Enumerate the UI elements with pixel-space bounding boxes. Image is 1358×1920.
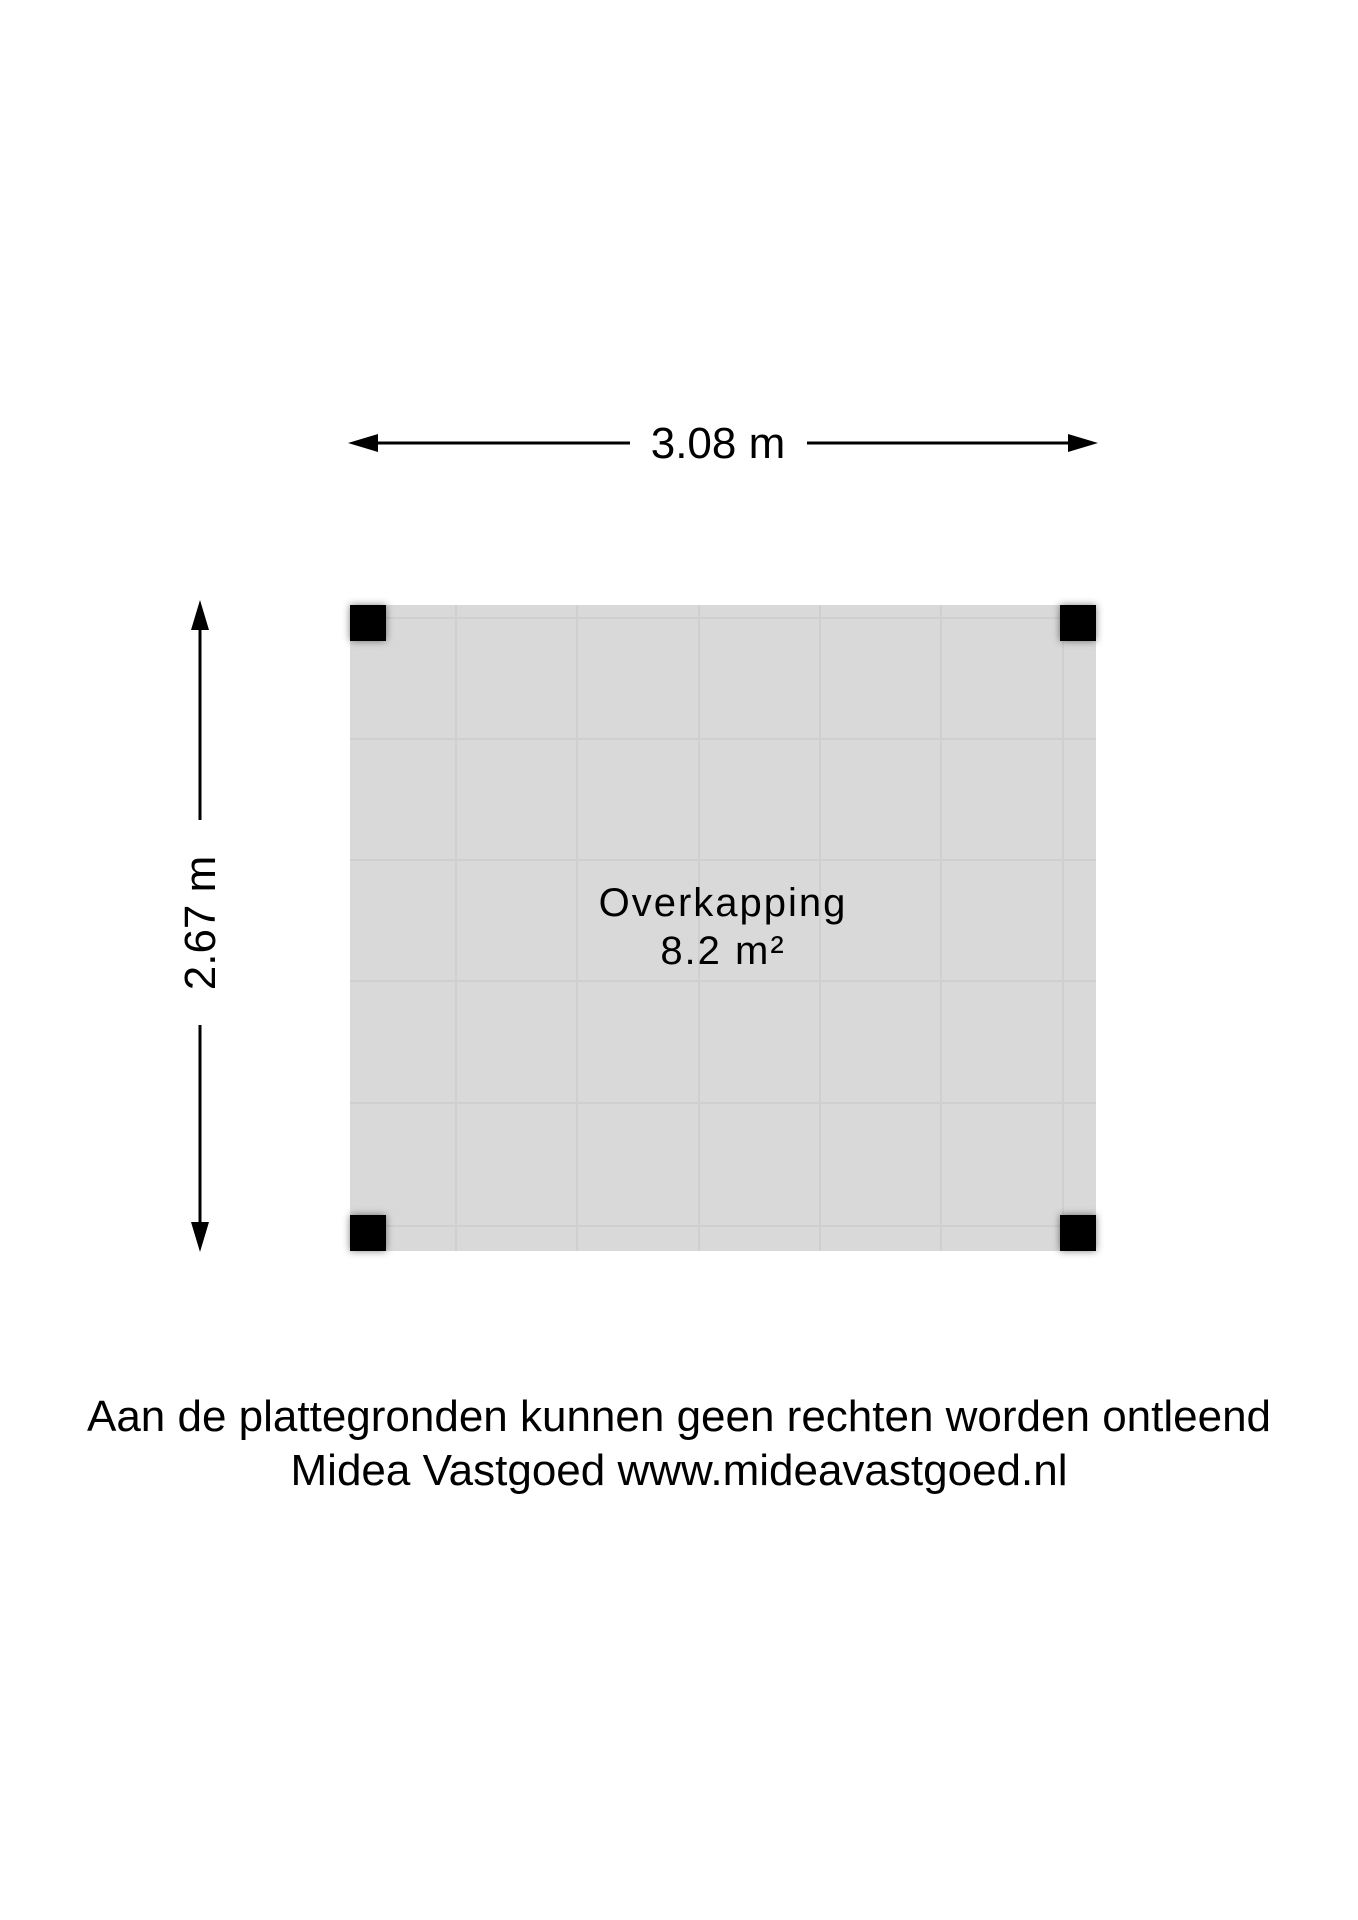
room-area: 8.2 m² bbox=[660, 929, 786, 973]
height-dimension bbox=[176, 600, 225, 1252]
agency-credit: Midea Vastgoed www.mideavastgoed.nl bbox=[290, 1446, 1068, 1495]
arrow-left-icon bbox=[348, 434, 378, 452]
width-dimension-label: 3.08 m bbox=[650, 419, 786, 468]
pillar-bottom-left bbox=[350, 1215, 386, 1251]
arrow-up-icon bbox=[191, 600, 209, 630]
room-name: Overkapping bbox=[598, 881, 848, 925]
height-dimension-label: 2.67 m bbox=[176, 855, 225, 991]
room-overkapping bbox=[350, 605, 1096, 1251]
pillar-top-right bbox=[1060, 605, 1096, 641]
pillar-top-left bbox=[350, 605, 386, 641]
width-dimension bbox=[348, 419, 1098, 468]
floor-surface bbox=[350, 605, 1096, 1251]
disclaimer-line: Aan de plattegronden kunnen geen rechten worden ontleend bbox=[86, 1392, 1272, 1441]
arrow-down-icon bbox=[191, 1222, 209, 1252]
arrow-right-icon bbox=[1068, 434, 1098, 452]
pillar-bottom-right bbox=[1060, 1215, 1096, 1251]
